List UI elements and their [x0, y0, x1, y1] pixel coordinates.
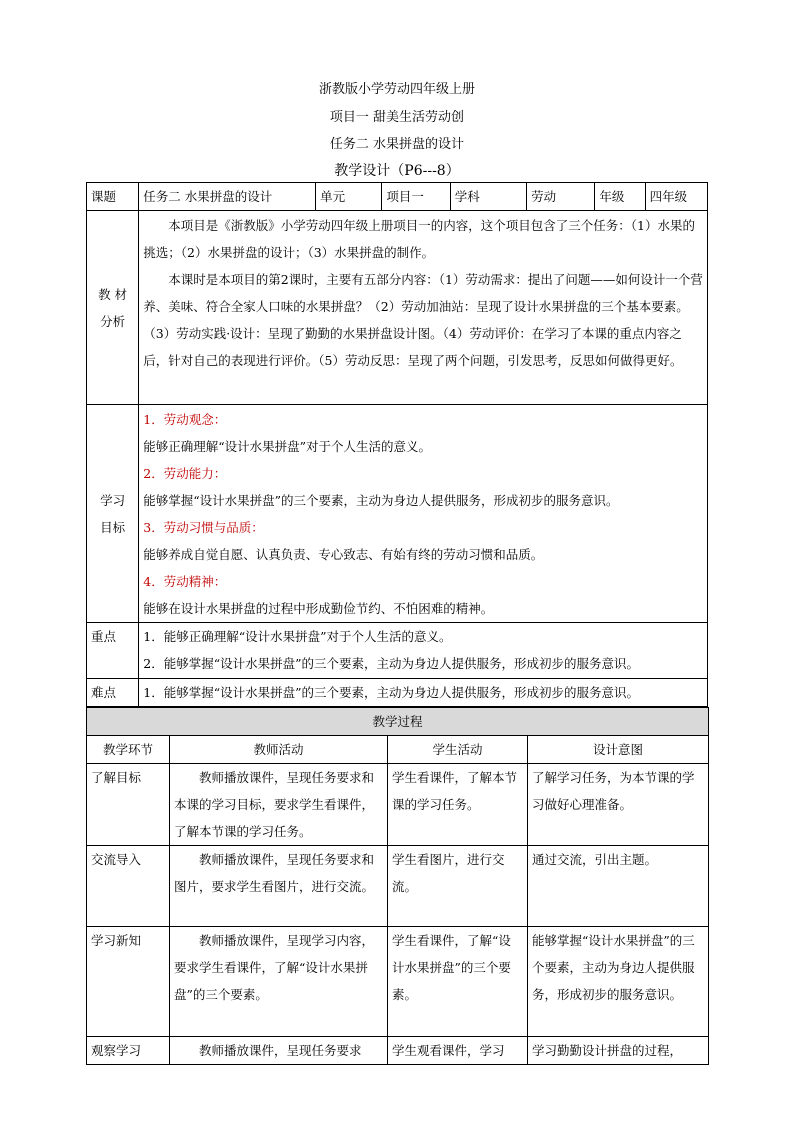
goal-num: 1． [143, 412, 164, 427]
goal-title: 劳动习惯与品质： [163, 520, 264, 535]
row-stage: 学习新知 [87, 927, 170, 1037]
row-teacher: 教师播放课件，呈现任务要求和图片，要求学生看图片，进行交流。 [170, 846, 388, 927]
goal-num: 3． [143, 520, 164, 535]
table-row [87, 764, 709, 846]
process-title: 教学过程 [87, 708, 709, 736]
goal-title: 劳动能力： [163, 466, 227, 481]
col-header-teacher: 教师活动 [170, 736, 388, 764]
goals-label-line1: 学习 [100, 492, 126, 508]
keypoint-line: 2．能够掌握“设计水果拼盘”的三个要素，主动为身边人提供服务，形成初步的服务意识。 [143, 656, 639, 671]
col-header-intent: 设计意图 [528, 736, 709, 764]
goal-num: 2． [143, 466, 164, 481]
table-row [87, 846, 709, 927]
label-subject: 学科 [450, 183, 526, 211]
analysis-paragraph-1: 本项目是《浙教版》小学劳动四年级上册项目一的内容，这个项目包含了三个任务：（1）水果的挑选；（2）水果拼盘的设计；（3）水果拼盘的制作。 [143, 218, 695, 260]
table-row [87, 927, 709, 1037]
goal-num: 4． [143, 574, 164, 589]
goal-heading [143, 460, 703, 487]
goal-heading [143, 406, 703, 433]
row-stage: 观察学习 [87, 1037, 170, 1065]
row-teacher: 教师播放课件，呈现任务要求 [170, 1037, 388, 1065]
goal-text: 能够掌握“设计水果拼盘”的三个要素，主动为身边人提供服务，形成初步的服务意识。 [143, 493, 619, 508]
table-row [87, 1037, 709, 1065]
row-intent: 能够掌握“设计水果拼盘”的三个要素，主动为身边人提供服务，形成初步的服务意识。 [528, 927, 709, 1037]
row-stage: 交流导入 [87, 846, 170, 927]
keypoint-line: 1．能够正确理解“设计水果拼盘”对于个人生活的意义。 [143, 629, 452, 644]
value-grade: 四年级 [645, 183, 707, 211]
analysis-label [87, 211, 139, 405]
design-title: 教学设计（P6---8） [334, 163, 460, 179]
col-header-student: 学生活动 [388, 736, 528, 764]
project-title: 项目一 甜美生活劳动创 [329, 110, 465, 125]
analysis-label-line2: 分析 [100, 313, 126, 329]
value-topic: 任务二 水果拼盘的设计 [139, 183, 316, 211]
col-header-stage: 教学环节 [87, 736, 170, 764]
goal-title: 劳动精神： [163, 574, 227, 589]
process-table [86, 707, 709, 1065]
doc-subtitle: 浙教版小学劳动四年级上册 [318, 82, 475, 97]
goals-label [87, 405, 139, 623]
goal-heading [143, 568, 703, 595]
row-student: 学生看图片，进行交流。 [388, 846, 528, 927]
row-stage: 了解目标 [87, 764, 170, 846]
goal-text: 能够正确理解“设计水果拼盘”对于个人生活的意义。 [143, 439, 432, 454]
row-intent: 学习勤勤设计拼盘的过程， [528, 1037, 709, 1065]
goal-text: 能够在设计水果拼盘的过程中形成勤俭节约、不怕困难的精神。 [143, 601, 494, 616]
label-topic: 课题 [87, 183, 139, 211]
goal-heading [143, 514, 703, 541]
row-intent: 通过交流，引出主题。 [528, 846, 709, 927]
keypoints-label: 重点 [87, 623, 139, 679]
label-grade: 年级 [595, 183, 645, 211]
row-intent: 了解学习任务，为本节课的学习做好心理准备。 [528, 764, 709, 846]
task-title: 任务二 水果拼盘的设计 [329, 137, 465, 152]
label-unit: 单元 [316, 183, 382, 211]
goal-text: 能够养成自觉自愿、认真负责、专心致志、有始有终的劳动习惯和品质。 [143, 547, 544, 562]
value-unit: 项目一 [382, 183, 450, 211]
goals-label-line2: 目标 [100, 519, 126, 535]
value-subject: 劳动 [527, 183, 595, 211]
row-teacher: 教师播放课件，呈现学习内容，要求学生看课件，了解“设计水果拼盘”的三个要素。 [170, 927, 388, 1037]
analysis-paragraph-2: 本课时是本项目的第2课时，主要有五部分内容：（1）劳动需求：提出了问题——如何设计一个营养、美味、符合全家人口味的水果拼盘？（2）劳动加油站：呈现了设计水果拼盘的三个基本要素。（3）劳动实践·设计：呈现了勤勤的水果拼盘设计图。（4）劳动评价：在学习了本课的重点内容之后，针对自己的表现进行评价。（5）劳动反思：呈现了两个问题，引发思考，反思如何做得更好。 [143, 272, 703, 368]
difficulty-line: 1．能够掌握“设计水果拼盘”的三个要素，主动为身边人提供服务，形成初步的服务意识。 [139, 679, 708, 707]
goal-title: 劳动观念： [163, 412, 227, 427]
row-student: 学生看课件，了解“设计水果拼盘”的三个要素。 [388, 927, 528, 1037]
lesson-info-table [86, 182, 708, 707]
row-teacher: 教师播放课件，呈现任务要求和本课的学习目标，要求学生看课件，了解本节课的学习任务。 [170, 764, 388, 846]
difficulty-label: 难点 [87, 679, 139, 707]
analysis-label-line1: 教 材 [98, 286, 128, 302]
row-student: 学生观看课件，学习 [388, 1037, 528, 1065]
row-student: 学生看课件，了解本节课的学习任务。 [388, 764, 528, 846]
